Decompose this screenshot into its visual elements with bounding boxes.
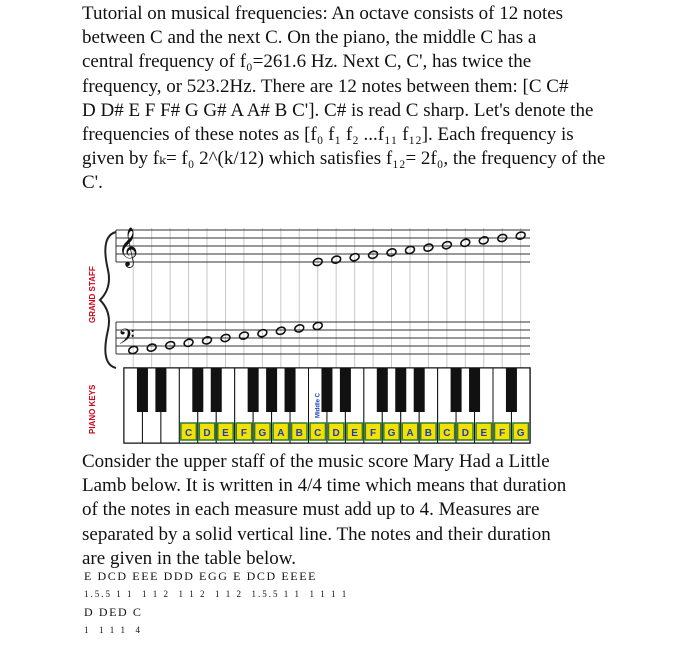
notes-row-2: D DED C xyxy=(84,605,143,619)
piano-keys-label: PIANO KEYS xyxy=(88,384,97,434)
body-line: Lamb below. It is written in 4/4 time which means that duration xyxy=(82,475,567,497)
key-letter: F xyxy=(240,428,247,439)
black-key xyxy=(192,368,203,412)
key-letter-labels xyxy=(181,423,529,440)
grand-staff-label: GRAND STAFF xyxy=(88,266,97,323)
key-letter: A xyxy=(406,428,414,439)
body-paragraph xyxy=(82,450,622,571)
black-key xyxy=(248,368,259,412)
black-key xyxy=(469,368,480,412)
treble-clef-icon: 𝄞 xyxy=(118,227,139,267)
intro-line: frequencies of these notes as [f₀ f₁ f₂ ...f₁₁ f₁₂]. Each frequency is xyxy=(82,124,574,146)
black-key xyxy=(451,368,462,412)
black-keys xyxy=(137,368,517,412)
durations-row-1: 1.5.5 1 1 1 1 2 1 1 2 1 1 2 1.5.5 1 1 1 1 1 1 xyxy=(84,589,349,599)
treble-notes xyxy=(312,231,526,267)
intro-line: frequency, or 523.2Hz. There are 12 notes between them: [C C# xyxy=(82,75,569,97)
key-letter: B xyxy=(295,428,303,439)
intro-line: between C and the next C. On the piano, the middle C has a xyxy=(82,27,537,49)
key-letter: B xyxy=(424,428,433,439)
key-letter: C xyxy=(184,428,193,439)
key-letter: D xyxy=(203,428,211,439)
key-letter: D xyxy=(461,428,469,439)
key-letter: A xyxy=(277,428,285,439)
body-line: of the notes in each measure must add up to 4. Measures are xyxy=(82,499,540,521)
black-key xyxy=(155,368,166,412)
intro-line: D D# E F F# G G# A A# B C']. C# is read C sharp. Let's denote the xyxy=(82,99,594,121)
black-key xyxy=(414,368,425,412)
black-key xyxy=(137,368,148,412)
black-key xyxy=(211,368,222,412)
body-line: separated by a solid vertical line. The notes and their duration xyxy=(82,523,551,545)
durations-row-2: 1 1 1 1 4 xyxy=(84,625,142,635)
black-key xyxy=(377,368,388,412)
black-key xyxy=(395,368,406,412)
key-letter: G xyxy=(258,428,267,439)
notes-row-1: E DCD EEE DDD EGG E DCD EEEE xyxy=(84,569,318,583)
black-key xyxy=(321,368,332,412)
key-letter: C xyxy=(314,428,322,439)
body-line: Consider the upper staff of the music score Mary Had a Little xyxy=(82,451,550,472)
black-key xyxy=(266,368,277,412)
key-letter: F xyxy=(370,428,377,439)
bass-staff xyxy=(116,322,530,354)
key-letter: E xyxy=(480,428,488,439)
middle-c-label: Middle C xyxy=(315,393,322,418)
intro-line: central frequency of f₀=261.6 Hz. Next C, C', has twice the xyxy=(82,51,532,73)
intro-line: Tutorial on musical frequencies: An octave consists of 12 notes xyxy=(82,3,564,24)
key-letter: F xyxy=(499,428,506,439)
key-letter: D xyxy=(332,428,340,439)
key-letter: G xyxy=(516,428,525,439)
key-letter: C xyxy=(443,428,451,439)
key-letter: G xyxy=(387,428,396,439)
body-line: are given in the table below. xyxy=(82,547,297,569)
intro-line: given by fₖ= f₀ 2^(k/12) which satisfies f₁₂= 2f₀, the frequency of the C'. xyxy=(82,148,606,194)
black-key xyxy=(340,368,351,412)
black-key xyxy=(506,368,517,412)
key-letter: E xyxy=(222,428,229,439)
piano-keyboard xyxy=(124,368,530,443)
bass-clef-icon: 𝄢 xyxy=(118,325,135,355)
staff-brace xyxy=(100,232,116,368)
key-letter: E xyxy=(351,428,358,439)
black-key xyxy=(285,368,296,412)
